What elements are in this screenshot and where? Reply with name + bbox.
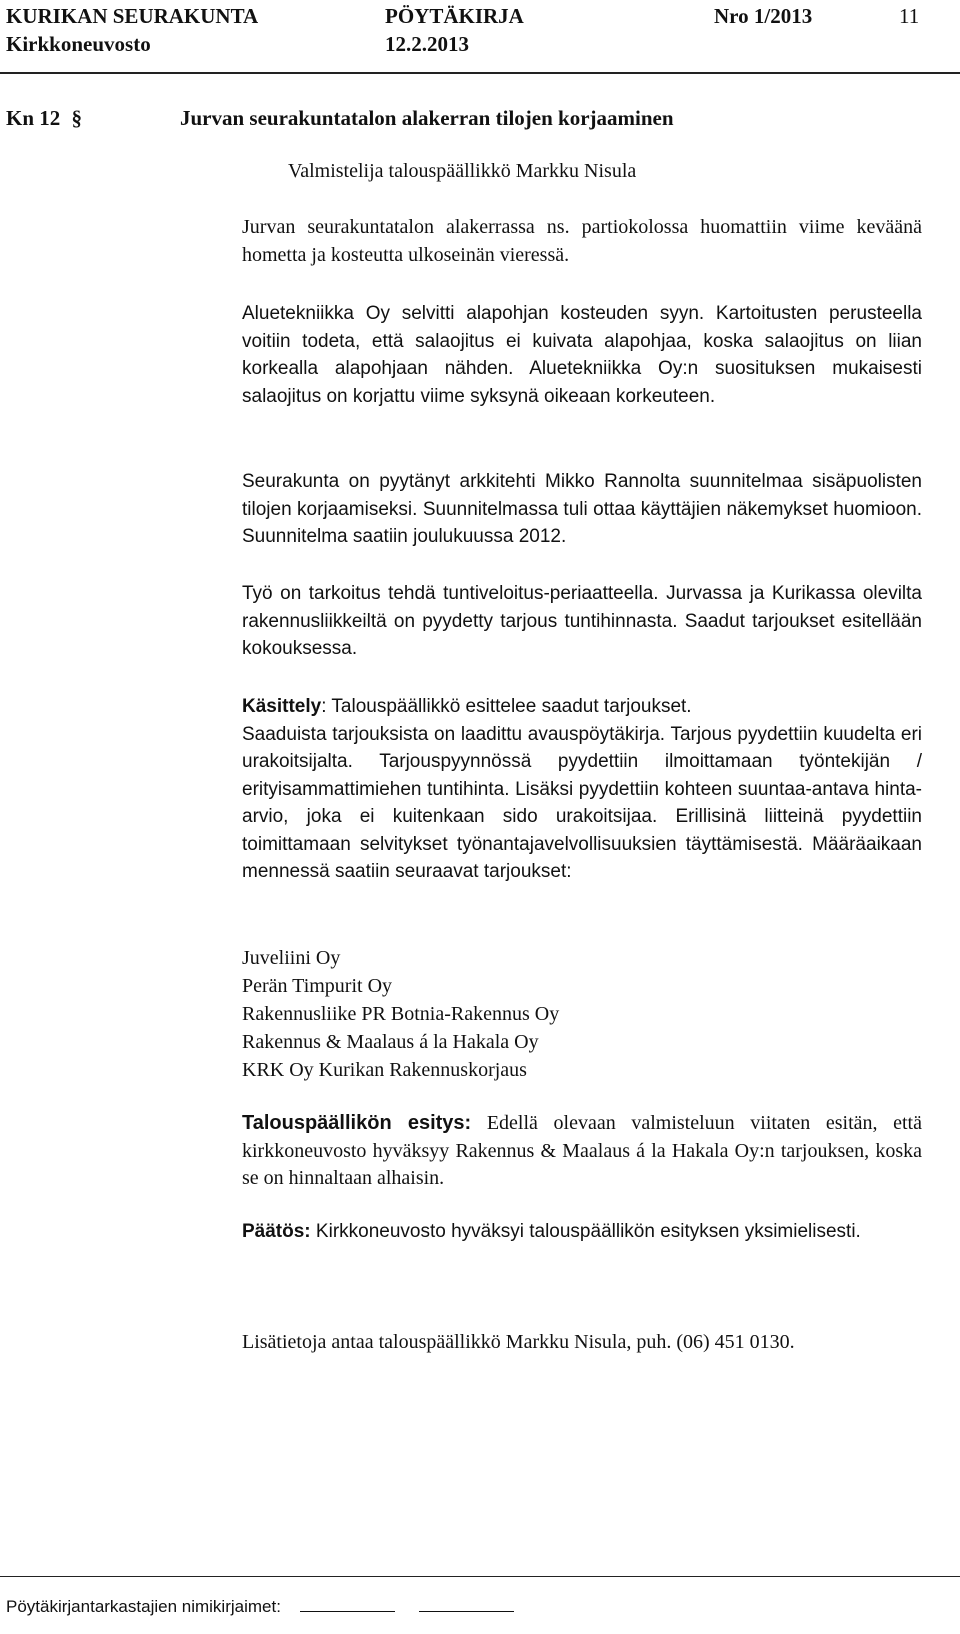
- kasittely-first: : Talouspäällikkö esittelee saadut tarjoukset.: [321, 696, 692, 717]
- kasittely-block: [242, 693, 922, 886]
- proposal-label: Talouspäällikön esitys:: [242, 1112, 472, 1134]
- header-page-number: 11: [899, 4, 920, 28]
- section-number-text: Kn 12: [6, 106, 61, 130]
- kasittely-first-line: [242, 693, 922, 721]
- bidder-item: Rakennus & Maalaus á la Hakala Oy: [242, 1031, 539, 1053]
- bidder-item: Juveliini Oy: [242, 947, 341, 969]
- section-title: Jurvan seurakuntatalon alakerran tilojen korjaaminen: [180, 106, 674, 130]
- paragraph-2: [242, 300, 922, 410]
- bidder-list: [242, 944, 922, 1084]
- paragraph-3: [242, 468, 922, 551]
- kasittely-rest: Saaduista tarjouksista on laadittu avauspöytäkirja. Tarjous pyydettiin kuudelta eri urakoitsijalta. Tarjouspyynnössä pyydettiin ilmoittamaan työntekijän / erityisammattimiehen tuntihinta. Lisäksi pyydettiin kohteen suuntaa-antava hinta-arvio, joka ei kuitenkaan sido urakoitsijaa. Erillisinä liitteinä pyydettiin toimittamaan selvitykset työnantajavelvollisuuksien täyttämisestä. Määräaikaan mennessä saatiin seuraavat tarjoukset:: [242, 723, 922, 882]
- initials-line-1: [300, 1611, 395, 1612]
- decision: [242, 1218, 922, 1246]
- proposal-text: Edellä olevaan valmisteluun viitaten esitän, että kirkkoneuvosto hyväksyy Rakennus & Maalaus á la Hakala Oy:n tarjouksen, koska se on hinnaltaan alhaisin.: [242, 1112, 922, 1189]
- proposal-paragraph: [242, 1110, 922, 1193]
- header-org: KURIKAN SEURAKUNTA: [6, 4, 259, 28]
- header-date: 12.2.2013: [385, 32, 469, 56]
- footer-separator: [0, 1576, 960, 1577]
- footer-initials-label: Pöytäkirjantarkastajien nimikirjaimet:: [6, 1597, 281, 1616]
- paragraph-3-text: Seurakunta on pyytänyt arkkitehti Mikko Rannolta suunnitelmaa sisäpuolisten tilojen korjaamiseksi. Suunnitelmassa tuli ottaa käyttäjien näkemykset huomioon. Suunnitelma saatiin joulukuussa 2012.: [242, 471, 922, 547]
- header-doc-type: PÖYTÄKIRJA: [385, 4, 524, 28]
- paragraph-1-text: Jurvan seurakuntatalon alakerrassa ns. partiokolossa huomattiin viime keväänä hometta ja kosteutta ulkoseinän vieressä.: [242, 216, 922, 266]
- decision-label: Päätös:: [242, 1221, 311, 1242]
- section-number: [6, 106, 82, 131]
- footer-initials: [6, 1597, 514, 1617]
- paragraph-2-text: Aluetekniikka Oy selvitti alapohjan kosteuden syyn. Kartoitusten perusteella voitiin todeta, että salaojitus ei kuivata alapohjaa, koska salaojitus on liian korkealla alapohjaan nähden. Aluetekniikka Oy:n suosituksen mukaisesti salaojitus on korjattu viime syksynä oikeaan korkeuteen.: [242, 303, 922, 407]
- paragraph-4-text: Työ on tarkoitus tehdä tuntiveloitus-periaatteella. Jurvassa ja Kurikassa olevilta rakennusliikkeiltä on pyydetty tarjous tuntihinnasta. Saadut tarjoukset esitellään kokouksessa.: [242, 583, 922, 659]
- header-number: Nro 1/2013: [714, 4, 813, 28]
- bidder-item: KRK Oy Kurikan Rakennuskorjaus: [242, 1059, 527, 1081]
- section-symbol: §: [71, 106, 83, 130]
- paragraph-1: [242, 214, 922, 269]
- initials-line-2: [419, 1611, 514, 1612]
- paragraph-4: [242, 580, 922, 663]
- preparer: Valmistelija talouspäällikkö Markku Nisula: [288, 160, 637, 182]
- bidder-item: Rakennusliike PR Botnia-Rakennus Oy: [242, 1003, 560, 1025]
- header-separator: [0, 72, 960, 74]
- bidder-item: Perän Timpurit Oy: [242, 975, 393, 997]
- header-body: Kirkkoneuvosto: [6, 32, 151, 56]
- proposal: [242, 1110, 922, 1193]
- decision-paragraph: [242, 1218, 922, 1246]
- kasittely-label: Käsittely: [242, 696, 322, 717]
- decision-text: Kirkkoneuvosto hyväksyi talouspäällikön esityksen yksimielisesti.: [310, 1221, 861, 1242]
- info-line: Lisätietoja antaa talouspäällikkö Markku Nisula, puh. (06) 451 0130.: [242, 1331, 795, 1353]
